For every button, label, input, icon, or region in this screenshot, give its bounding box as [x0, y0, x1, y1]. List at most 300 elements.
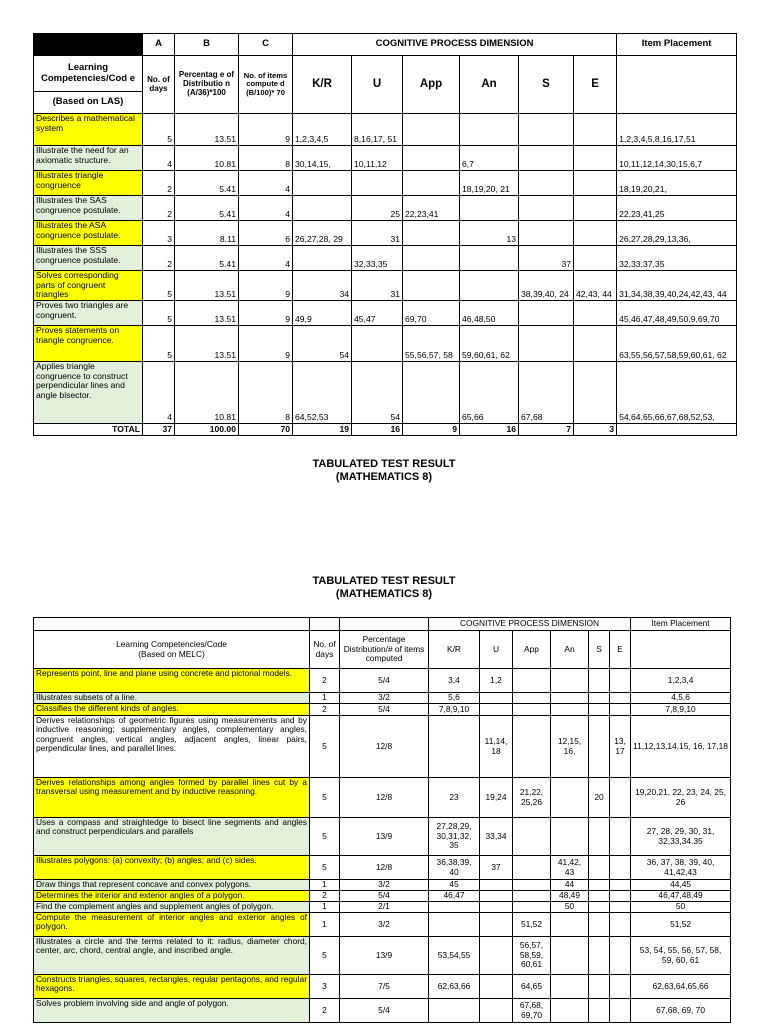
table-row	[34, 704, 731, 716]
u-cell	[480, 693, 513, 704]
kr-cell: 26,27,28, 29	[293, 221, 352, 246]
table-row	[34, 114, 737, 146]
item-placement-blank	[617, 56, 737, 114]
app-cell	[403, 171, 460, 196]
kr-cell: 23	[429, 778, 480, 818]
u-cell	[480, 704, 513, 716]
item-placement-cell: 67,68, 69, 70	[631, 999, 731, 1023]
las-subheader: (Based on LAS)	[34, 92, 143, 114]
s-cell	[589, 891, 610, 902]
item-placement-cell: 62,63,64,65,66	[631, 975, 731, 999]
days-cell: 2	[310, 704, 340, 716]
item-placement-cell: 1,2,3,4,5,8,16,17,51	[617, 114, 737, 146]
item-placement-cell: 63,55,56,57,58,59,60,61, 62	[617, 325, 737, 361]
kr-cell	[293, 246, 352, 271]
total-label: TOTAL	[34, 423, 143, 435]
percentage-cell: 7/5	[340, 975, 429, 999]
u-cell: 32,33,35	[352, 246, 403, 271]
e-cell	[610, 937, 631, 975]
kr-cell: 64,52,53	[293, 361, 352, 423]
competency-cell: Constructs triangles, squares, rectangles, regular pentagons, and regular hexagons.	[34, 975, 310, 999]
item-placement-cell: 10,11,12,14,30,15,6,7	[617, 146, 737, 171]
percentage-cell: 10.81	[175, 146, 239, 171]
item-placement-cell: 45,46,47,48,49,50,9,69,70	[617, 300, 737, 325]
total-u-cell: 16	[352, 423, 403, 435]
table-row	[34, 902, 731, 913]
table-row	[34, 361, 737, 423]
percentage-cell: 12/8	[340, 778, 429, 818]
competency-cell: Illustrate the need for an axiomatic structure.	[34, 146, 143, 171]
e-cell	[574, 361, 617, 423]
app-cell	[513, 716, 551, 778]
kr-cell	[429, 716, 480, 778]
u-cell: 31	[352, 221, 403, 246]
u-cell: 25	[352, 196, 403, 221]
items-cell: 6	[239, 221, 293, 246]
kr-cell: 27,28,29, 30,31,32, 35	[429, 818, 480, 856]
an-cell: 65,66	[460, 361, 519, 423]
competency-cell: Classifies the different kinds of angles.	[34, 704, 310, 716]
days-header: No. of days	[310, 631, 340, 669]
u-cell: 54	[352, 361, 403, 423]
table-row	[34, 778, 731, 818]
competency-cell: Find the complement angles and supplement angles of polygon.	[34, 902, 310, 913]
days-cell: 5	[310, 856, 340, 880]
an-cell	[551, 778, 589, 818]
app-cell: 67,68, 69,70	[513, 999, 551, 1023]
e-cell	[574, 325, 617, 361]
app-cell: 56,57, 58,59, 60,61	[513, 937, 551, 975]
items-cell: 4	[239, 196, 293, 221]
app-cell	[403, 361, 460, 423]
percentage-cell: 10.81	[175, 361, 239, 423]
table-row	[34, 221, 737, 246]
kr-cell: 7,8,9,10	[429, 704, 480, 716]
col-letter-b: B	[175, 34, 239, 56]
percentage-cell: 3/2	[340, 693, 429, 704]
app-cell	[513, 856, 551, 880]
competency-cell: Draw things that represent concave and convex polygons.	[34, 880, 310, 891]
u-cell	[480, 913, 513, 937]
an-cell: 46,48,50	[460, 300, 519, 325]
percentage-cell: 5.41	[175, 196, 239, 221]
app-cell	[403, 146, 460, 171]
days-cell: 1	[310, 693, 340, 704]
e-cell	[610, 704, 631, 716]
app-cell: 64,65	[513, 975, 551, 999]
e-cell	[610, 975, 631, 999]
percentage-cell: 12/8	[340, 856, 429, 880]
s-cell	[589, 693, 610, 704]
s-cell: 37	[519, 246, 574, 271]
competency-cell: Derives relationships of geometric figures using measurements and by inductive reasoning; supplementary angles, complementary angles, congruent angles, vertical angles, adjacent angles, linear pairs, perpendicular lines, and parallel lines.	[34, 716, 310, 778]
s-cell	[519, 171, 574, 196]
items-cell: 9	[239, 271, 293, 301]
item-placement-cell: 32,33,37,35	[617, 246, 737, 271]
app-cell	[513, 693, 551, 704]
item-placement-cell: 31,34,38,39,40,24,42,43, 44	[617, 271, 737, 301]
percentage-cell: 13.51	[175, 114, 239, 146]
s-cell	[589, 856, 610, 880]
competency-cell: Derives relationships among angles formed by parallel lines cut by a transversal using measurement and by inductive reasoning.	[34, 778, 310, 818]
table-row	[34, 325, 737, 361]
an-cell	[551, 999, 589, 1023]
e-cell	[610, 693, 631, 704]
e-cell	[610, 880, 631, 891]
total-row	[34, 423, 737, 435]
an-cell: 50	[551, 902, 589, 913]
percentage-cell: 12/8	[340, 716, 429, 778]
an-cell	[551, 913, 589, 937]
u-cell	[480, 880, 513, 891]
app-cell	[513, 818, 551, 856]
percentage-cell: 5.41	[175, 246, 239, 271]
s-cell	[519, 325, 574, 361]
competency-cell: Solves problem involving side and angle of polygon.	[34, 999, 310, 1023]
dim-s-header: S	[589, 631, 610, 669]
kr-cell	[293, 171, 352, 196]
item-placement-cell: 11,12,13,14,15, 16, 17,18	[631, 716, 731, 778]
kr-cell: 3,4	[429, 669, 480, 693]
an-cell	[551, 669, 589, 693]
col-letter-a: A	[143, 34, 175, 56]
dim-e-header: E	[574, 56, 617, 114]
total-pct-cell: 100.00	[175, 423, 239, 435]
u-cell: 8,16,17, 51	[352, 114, 403, 146]
days-cell: 4	[143, 146, 175, 171]
item-placement-cell: 44,45	[631, 880, 731, 891]
table-row	[34, 937, 731, 975]
table-row	[34, 669, 731, 693]
items-cell: 8	[239, 146, 293, 171]
percentage-cell: 3/2	[340, 913, 429, 937]
cognitive-process-header: COGNITIVE PROCESS DIMENSION	[293, 34, 617, 56]
melc-subheader: (Based on MELC)	[138, 648, 205, 659]
items-cell: 9	[239, 300, 293, 325]
competency-cell: Proves two triangles are congruent.	[34, 300, 143, 325]
item-placement-cell: 36, 37, 38, 39, 40, 41,42,43	[631, 856, 731, 880]
days-cell: 4	[143, 361, 175, 423]
dim-app-header: App	[403, 56, 460, 114]
item-placement-cell: 50	[631, 902, 731, 913]
u-cell: 11,14, 18	[480, 716, 513, 778]
dim-e-header: E	[610, 631, 631, 669]
app-cell	[403, 221, 460, 246]
item-placement-cell: 1,2,3,4	[631, 669, 731, 693]
title-2	[0, 575, 768, 601]
app-cell: 51,52	[513, 913, 551, 937]
percentage-cell: 13/9	[340, 818, 429, 856]
kr-cell: 45	[429, 880, 480, 891]
competency-cell: Illustrates a circle and the terms related to it: radius, diameter chord, center, arc, chord, central angle, and inscribed angle.	[34, 937, 310, 975]
e-cell	[574, 171, 617, 196]
item-placement-cell: 27, 28, 29, 30, 31, 32,33,34.35	[631, 818, 731, 856]
percentage-cell: 5/4	[340, 999, 429, 1023]
items-cell: 4	[239, 246, 293, 271]
item-placement-cell: 19,20,21, 22, 23, 24, 25, 26	[631, 778, 731, 818]
total-days-cell: 37	[143, 423, 175, 435]
app-cell: 22,23,41	[403, 196, 460, 221]
app-cell	[403, 114, 460, 146]
s-cell	[589, 937, 610, 975]
percentage-header: Percentage Distribution/# of items computed	[340, 631, 429, 669]
competency-cell: Compute the measurement of interior angles and exterior angles of polygon.	[34, 913, 310, 937]
table-row	[34, 913, 731, 937]
competency-cell: Describes a mathematical system	[34, 114, 143, 146]
an-cell: 18,19,20, 21	[460, 171, 519, 196]
days-cell: 5	[143, 114, 175, 146]
item-placement-blank	[631, 631, 731, 669]
table-row	[34, 246, 737, 271]
percentage-cell: 13.51	[175, 271, 239, 301]
kr-cell	[429, 902, 480, 913]
competency-cell: Solves corresponding parts of congruent triangles	[34, 271, 143, 301]
an-cell	[551, 818, 589, 856]
item-placement-cell: 22,23,41,25	[617, 196, 737, 221]
app-cell	[513, 704, 551, 716]
title-1	[0, 458, 768, 484]
s-cell	[589, 669, 610, 693]
percentage-cell: 5/4	[340, 891, 429, 902]
total-app-cell: 9	[403, 423, 460, 435]
an-cell: 44	[551, 880, 589, 891]
u-cell: 45,47	[352, 300, 403, 325]
percentage-cell: 5/4	[340, 704, 429, 716]
kr-cell: 1,2,3,4,5	[293, 114, 352, 146]
item-placement-cell: 4,5,6	[631, 693, 731, 704]
table-row	[34, 880, 731, 891]
kr-cell: 46,47	[429, 891, 480, 902]
table-row	[34, 856, 731, 880]
percentage-cell: 8.11	[175, 221, 239, 246]
days-cell: 3	[143, 221, 175, 246]
u-cell: 1,2	[480, 669, 513, 693]
e-cell	[574, 300, 617, 325]
u-cell: 31	[352, 271, 403, 301]
e-cell	[574, 196, 617, 221]
an-cell: 13	[460, 221, 519, 246]
e-cell	[610, 999, 631, 1023]
item-placement-cell: 54,64,65,66,67,68,52,53,	[617, 361, 737, 423]
items-cell: 9	[239, 114, 293, 146]
s-cell	[519, 300, 574, 325]
an-cell: 12,15, 16,	[551, 716, 589, 778]
an-cell	[551, 693, 589, 704]
an-cell: 59,60,61, 62	[460, 325, 519, 361]
an-cell	[460, 271, 519, 301]
total-placement-blank	[617, 423, 737, 435]
dim-an-header: An	[551, 631, 589, 669]
days-cell: 2	[143, 246, 175, 271]
days-cell: 5	[310, 818, 340, 856]
s-cell	[589, 704, 610, 716]
kr-cell: 34	[293, 271, 352, 301]
percentage-cell: 5/4	[340, 669, 429, 693]
item-placement-cell: 51,52	[631, 913, 731, 937]
table-row	[34, 891, 731, 902]
percentage-cell: 13/9	[340, 937, 429, 975]
competency-cell: Illustrates triangle congruence	[34, 171, 143, 196]
competency-cell: Illustrates the SSS congruence postulate.	[34, 246, 143, 271]
table-row	[34, 693, 731, 704]
percentage-cell: 2/1	[340, 902, 429, 913]
title-1-line-1: TABULATED TEST RESULT	[312, 458, 456, 470]
competency-cell: Proves statements on triangle congruence.	[34, 325, 143, 361]
table-row	[34, 196, 737, 221]
blank-corner	[34, 618, 310, 631]
table-row	[34, 716, 731, 778]
kr-cell	[429, 913, 480, 937]
kr-cell: 30,14,15,	[293, 146, 352, 171]
an-cell	[551, 704, 589, 716]
title-2-line-2: (MATHEMATICS 8)	[335, 588, 433, 601]
u-cell: 37	[480, 856, 513, 880]
u-cell	[480, 975, 513, 999]
s-cell: 67,68	[519, 361, 574, 423]
competency-cell: Illustrates subsets of a line.	[34, 693, 310, 704]
total-an-cell: 16	[460, 423, 519, 435]
dim-u-header: U	[352, 56, 403, 114]
days-cell: 2	[143, 196, 175, 221]
an-cell	[460, 196, 519, 221]
an-cell: 48,49	[551, 891, 589, 902]
blank-cell	[340, 618, 429, 631]
days-cell: 5	[310, 778, 340, 818]
kr-cell: 5,6	[429, 693, 480, 704]
e-cell	[574, 246, 617, 271]
e-cell	[574, 114, 617, 146]
u-cell	[480, 902, 513, 913]
percentage-cell: 3/2	[340, 880, 429, 891]
lc-header-text: Learning Competencies/Code	[116, 639, 227, 650]
s-cell	[519, 114, 574, 146]
s-cell	[589, 999, 610, 1023]
kr-cell: 36,38,39, 40	[429, 856, 480, 880]
an-cell	[551, 937, 589, 975]
kr-cell: 49,9	[293, 300, 352, 325]
table-row	[34, 271, 737, 301]
competency-cell: Uses a compass and straightedge to bisect line segments and angles and construct perpendiculars and parallels	[34, 818, 310, 856]
days-cell: 2	[143, 171, 175, 196]
percentage-header: Percentag e of Distributio n (A/36)*100	[175, 56, 239, 114]
blank-cell	[310, 618, 340, 631]
learning-competencies-header	[34, 631, 310, 669]
competency-cell: Represents point, line and plane using concrete and pictorial models.	[34, 669, 310, 693]
days-cell: 5	[143, 300, 175, 325]
app-cell	[513, 891, 551, 902]
u-cell: 19,24	[480, 778, 513, 818]
total-items-cell: 70	[239, 423, 293, 435]
title-2-line-1: TABULATED TEST RESULT	[312, 575, 456, 587]
kr-cell	[429, 999, 480, 1023]
dim-kr-header: K/R	[293, 56, 352, 114]
app-cell	[513, 880, 551, 891]
s-cell	[519, 221, 574, 246]
table-row	[34, 999, 731, 1023]
e-cell	[610, 913, 631, 937]
s-cell	[589, 716, 610, 778]
dim-app-header: App	[513, 631, 551, 669]
e-cell	[610, 856, 631, 880]
table-row	[34, 171, 737, 196]
an-cell: 41,42, 43	[551, 856, 589, 880]
s-cell	[589, 975, 610, 999]
days-cell: 1	[310, 902, 340, 913]
e-cell: 42,43, 44	[574, 271, 617, 301]
days-cell: 2	[310, 999, 340, 1023]
col-letter-c: C	[239, 34, 293, 56]
items-cell: 4	[239, 171, 293, 196]
items-cell: 8	[239, 361, 293, 423]
table-row	[34, 818, 731, 856]
competency-cell: Determines the interior and exterior angles of a polygon.	[34, 891, 310, 902]
item-placement-header: Item Placement	[631, 618, 731, 631]
days-cell: 3	[310, 975, 340, 999]
days-cell: 2	[310, 891, 340, 902]
kr-cell: 62,63,66	[429, 975, 480, 999]
u-cell	[480, 891, 513, 902]
item-placement-cell: 26,27,28,29,13,36,	[617, 221, 737, 246]
e-cell	[610, 818, 631, 856]
u-cell	[480, 937, 513, 975]
u-cell	[480, 999, 513, 1023]
competency-cell: Illustrates the ASA congruence postulate.	[34, 221, 143, 246]
item-placement-cell: 46,47,48,49	[631, 891, 731, 902]
percentage-cell: 13.51	[175, 300, 239, 325]
u-cell	[352, 325, 403, 361]
days-header: No. of days	[143, 56, 175, 114]
table-row	[34, 146, 737, 171]
e-cell: 13, 17	[610, 716, 631, 778]
e-cell	[574, 221, 617, 246]
title-1-line-2: (MATHEMATICS 8)	[335, 471, 433, 484]
table-1-test-specification	[33, 33, 737, 436]
competency-cell: Illustrates the SAS congruence postulate.	[34, 196, 143, 221]
dim-s-header: S	[519, 56, 574, 114]
an-cell	[460, 114, 519, 146]
days-cell: 5	[310, 937, 340, 975]
app-cell: 69,70	[403, 300, 460, 325]
e-cell	[610, 669, 631, 693]
table-row	[34, 975, 731, 999]
days-cell: 1	[310, 880, 340, 891]
table-2-test-specification	[33, 617, 731, 1023]
days-cell: 5	[143, 325, 175, 361]
kr-cell	[293, 196, 352, 221]
days-cell: 2	[310, 669, 340, 693]
item-placement-cell: 18,19,20,21,	[617, 171, 737, 196]
total-s-cell: 7	[519, 423, 574, 435]
s-cell	[589, 902, 610, 913]
item-placement-cell: 7,8,9,10	[631, 704, 731, 716]
items-computed-header: No. of items compute d (B/100)* 70	[239, 56, 293, 114]
s-cell	[519, 146, 574, 171]
e-cell	[610, 778, 631, 818]
item-placement-header: Item Placement	[617, 34, 737, 56]
app-cell	[403, 271, 460, 301]
app-cell	[513, 902, 551, 913]
competency-cell: Illustrates polygons: (a) convexity; (b) angles; and (c) sides.	[34, 856, 310, 880]
dim-an-header: An	[460, 56, 519, 114]
days-cell: 5	[143, 271, 175, 301]
s-cell: 20	[589, 778, 610, 818]
dim-kr-header: K/R	[429, 631, 480, 669]
an-cell	[551, 975, 589, 999]
s-cell: 38,39,40, 24	[519, 271, 574, 301]
percentage-cell: 13.51	[175, 325, 239, 361]
s-cell	[589, 913, 610, 937]
items-cell: 9	[239, 325, 293, 361]
